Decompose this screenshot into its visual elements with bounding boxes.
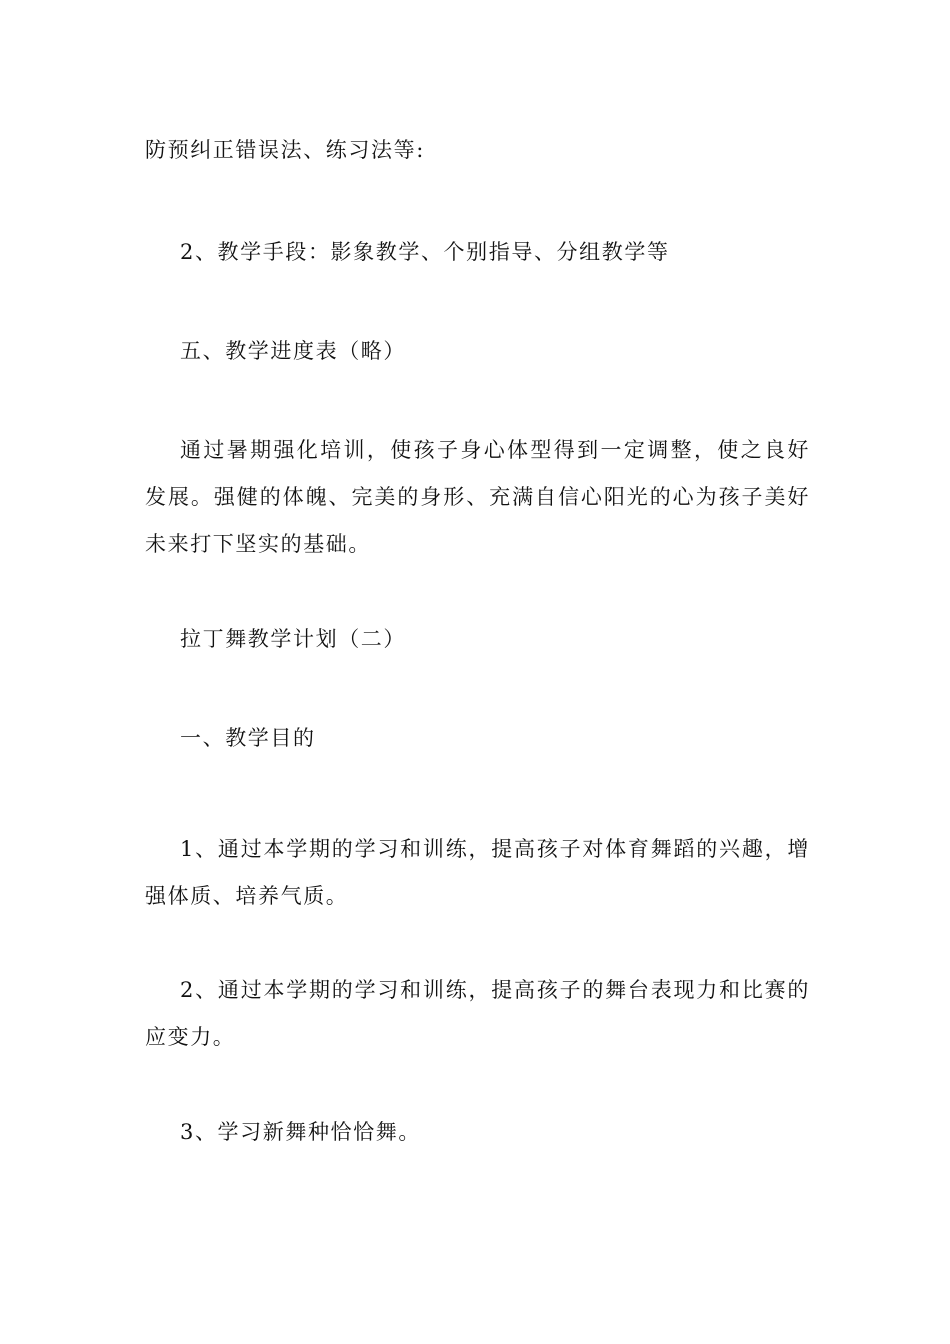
paragraph-goal-1: 1、通过本学期的学习和训练，提高孩子对体育舞蹈的兴趣，增强体质、培养气质。 (145, 837, 810, 908)
heading-schedule: 五、教学进度表（略） (180, 339, 406, 363)
paragraph-goal-3: 3、学习新舞种恰恰舞。 (180, 1120, 421, 1144)
paragraph-summer-training: 通过暑期强化培训，使孩子身心体型得到一定调整，使之良好发展。强健的体魄、完美的身形、充满自信心阳光的心为孩子美好未来打下坚实的基础。 (145, 438, 810, 556)
paragraph-teaching-means: 2、教学手段：影象教学、个别指导、分组教学等 (180, 240, 670, 264)
heading-teaching-goals: 一、教学目的 (180, 726, 316, 750)
heading-latin-dance-plan-2: 拉丁舞教学计划（二） (180, 627, 406, 651)
paragraph-goal-2: 2、通过本学期的学习和训练，提高孩子的舞台表现力和比赛的应变力。 (145, 978, 810, 1049)
paragraph-methods-continued: 防预纠正错误法、练习法等: (145, 138, 425, 162)
